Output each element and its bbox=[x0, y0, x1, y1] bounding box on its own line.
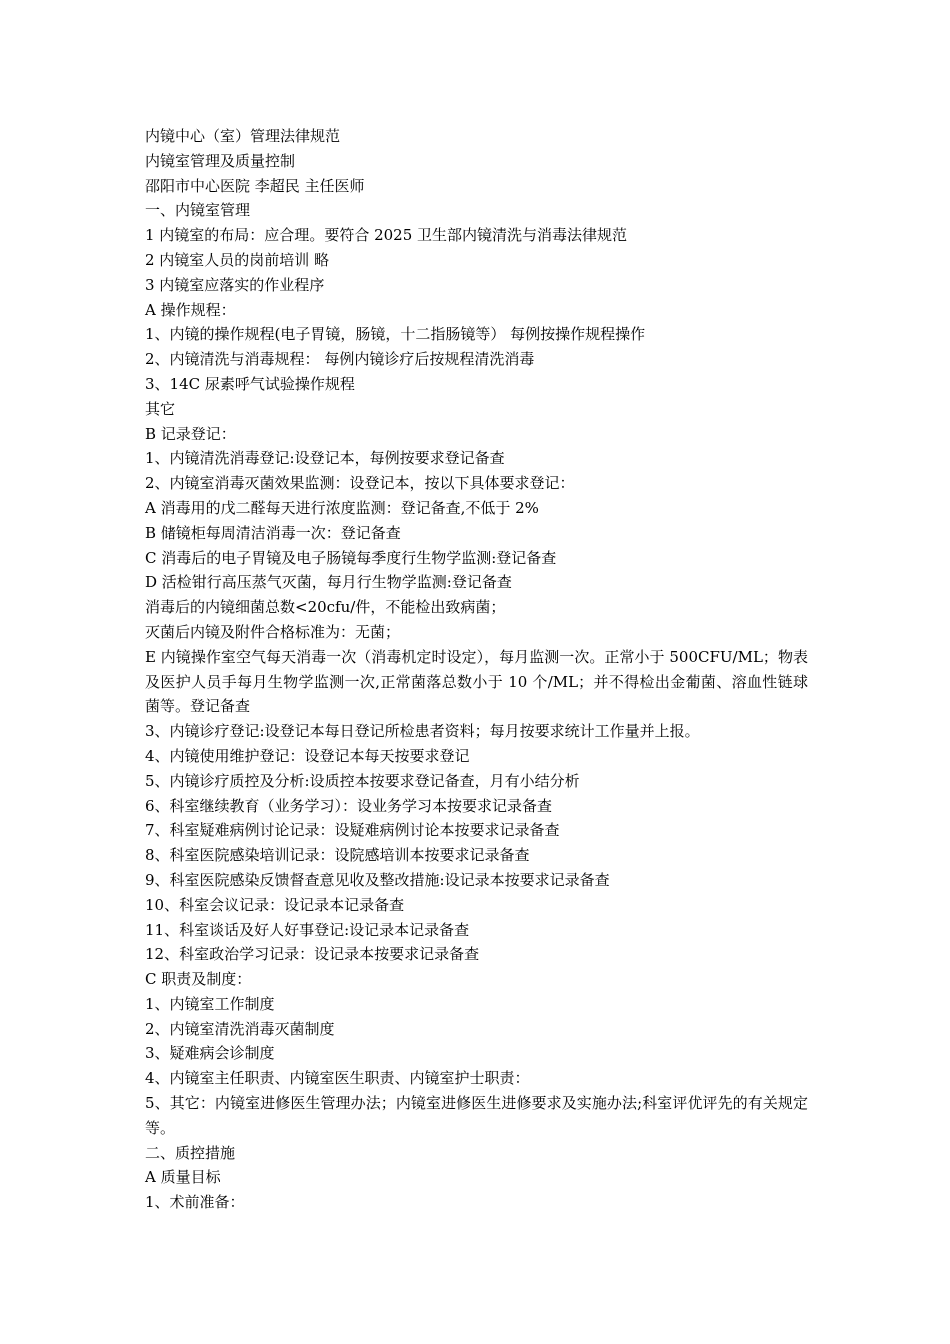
text-line: 2、内镜清洗与消毒规程： 每例内镜诊疗后按规程清洗消毒 bbox=[145, 350, 535, 369]
text-line: 7、科室疑难病例讨论记录：设疑难病例讨论本按要求记录备查 bbox=[145, 821, 560, 840]
doc-author: 邵阳市中心医院 李超民 主任医师 bbox=[145, 176, 365, 195]
text-line: 3、14C 尿素呼气试验操作规程 bbox=[145, 374, 355, 393]
text-line: 1、内镜室工作制度 bbox=[145, 994, 275, 1013]
text-line: 1 内镜室的布局：应合理。要符合 2025 卫生部内镜清洗与消毒法律规范 bbox=[145, 226, 628, 245]
text-line: B 记录登记： bbox=[145, 424, 236, 443]
text-line: 1、术前准备： bbox=[145, 1193, 245, 1212]
text-line: 4、内镜使用维护登记：设登记本每天按要求登记 bbox=[145, 746, 470, 765]
text-line: 6、科室继续教育（业务学习）：设业务学习本按要求记录备查 bbox=[145, 796, 553, 815]
text-line: 9、科室医院感染反馈督查意见收及整改措施:设记录本按要求记录备查 bbox=[145, 870, 610, 889]
text-line: 灭菌后内镜及附件合格标准为：无菌； bbox=[145, 622, 401, 641]
paragraph-other-rules: 5、其它：内镜室进修医生管理办法；内镜室进修医生进修要求及实施办法;科室评优评先的有关规定等。 bbox=[145, 1094, 808, 1137]
section-heading: 一、内镜室管理 bbox=[145, 201, 251, 220]
text-line: C 消毒后的电子胃镜及电子肠镜每季度行生物学监测:登记备查 bbox=[145, 548, 557, 567]
text-line: 3、内镜诊疗登记:设登记本每日登记所检患者资料；每月按要求统计工作量并上报。 bbox=[145, 722, 700, 741]
text-line: 11、科室谈话及好人好事登记:设记录本记录备查 bbox=[145, 920, 470, 939]
text-line: 12、科室政治学习记录：设记录本按要求记录备查 bbox=[145, 945, 480, 964]
text-line: A 质量目标 bbox=[145, 1168, 221, 1187]
text-line: 5、内镜诊疗质控及分析:设质控本按要求登记备查，月有小结分析 bbox=[145, 771, 580, 790]
text-line: 3、疑难病会诊制度 bbox=[145, 1044, 275, 1063]
text-line: 10、科室会议记录：设记录本记录备查 bbox=[145, 895, 405, 914]
text-line: B 储镜柜每周清洁消毒一次：登记备查 bbox=[145, 523, 401, 542]
text-line: A 操作规程： bbox=[145, 300, 236, 319]
doc-subtitle: 内镜室管理及质量控制 bbox=[145, 151, 296, 170]
text-line: 2、内镜室清洗消毒灭菌制度 bbox=[145, 1019, 335, 1038]
text-line: 4、内镜室主任职责、内镜室医生职责、内镜室护士职责： bbox=[145, 1069, 530, 1088]
text-line: 3 内镜室应落实的作业程序 bbox=[145, 275, 325, 294]
text-line: 8、科室医院感染培训记录：设院感培训本按要求记录备查 bbox=[145, 846, 530, 865]
text-line: 1、内镜清洗消毒登记:设登记本，每例按要求登记备查 bbox=[145, 449, 505, 468]
text-line: 2、内镜室消毒灭菌效果监测：设登记本，按以下具体要求登记： bbox=[145, 474, 575, 493]
document-page bbox=[145, 124, 808, 1215]
text-line: 其它 bbox=[145, 399, 176, 418]
text-line: 1、内镜的操作规程(电子胃镜，肠镜，十二指肠镜等） 每例按操作规程操作 bbox=[145, 325, 646, 344]
text-line: 消毒后的内镜细菌总数<20cfu/件，不能检出致病菌； bbox=[145, 598, 506, 617]
text-line: A 消毒用的戊二醛每天进行浓度监测：登记备查,不低于 2% bbox=[145, 498, 539, 517]
text-line: 2 内镜室人员的岗前培训 略 bbox=[145, 250, 330, 269]
paragraph-air-disinfection: E 内镜操作室空气每天消毒一次（消毒机定时设定），每月监测一次。正常小于 500CFU/ML；物表及医护人员手每月生物学监测一次,正常菌落总数小于 10 个/ML；并不得检出金葡菌、溶血性链球菌等。登记备查 bbox=[145, 647, 808, 716]
section-heading: 二、质控措施 bbox=[145, 1143, 236, 1162]
text-line: D 活检钳行高压蒸气灭菌，每月行生物学监测:登记备查 bbox=[145, 573, 512, 592]
text-line: C 职责及制度： bbox=[145, 970, 252, 989]
doc-title: 内镜中心（室）管理法律规范 bbox=[145, 127, 341, 145]
